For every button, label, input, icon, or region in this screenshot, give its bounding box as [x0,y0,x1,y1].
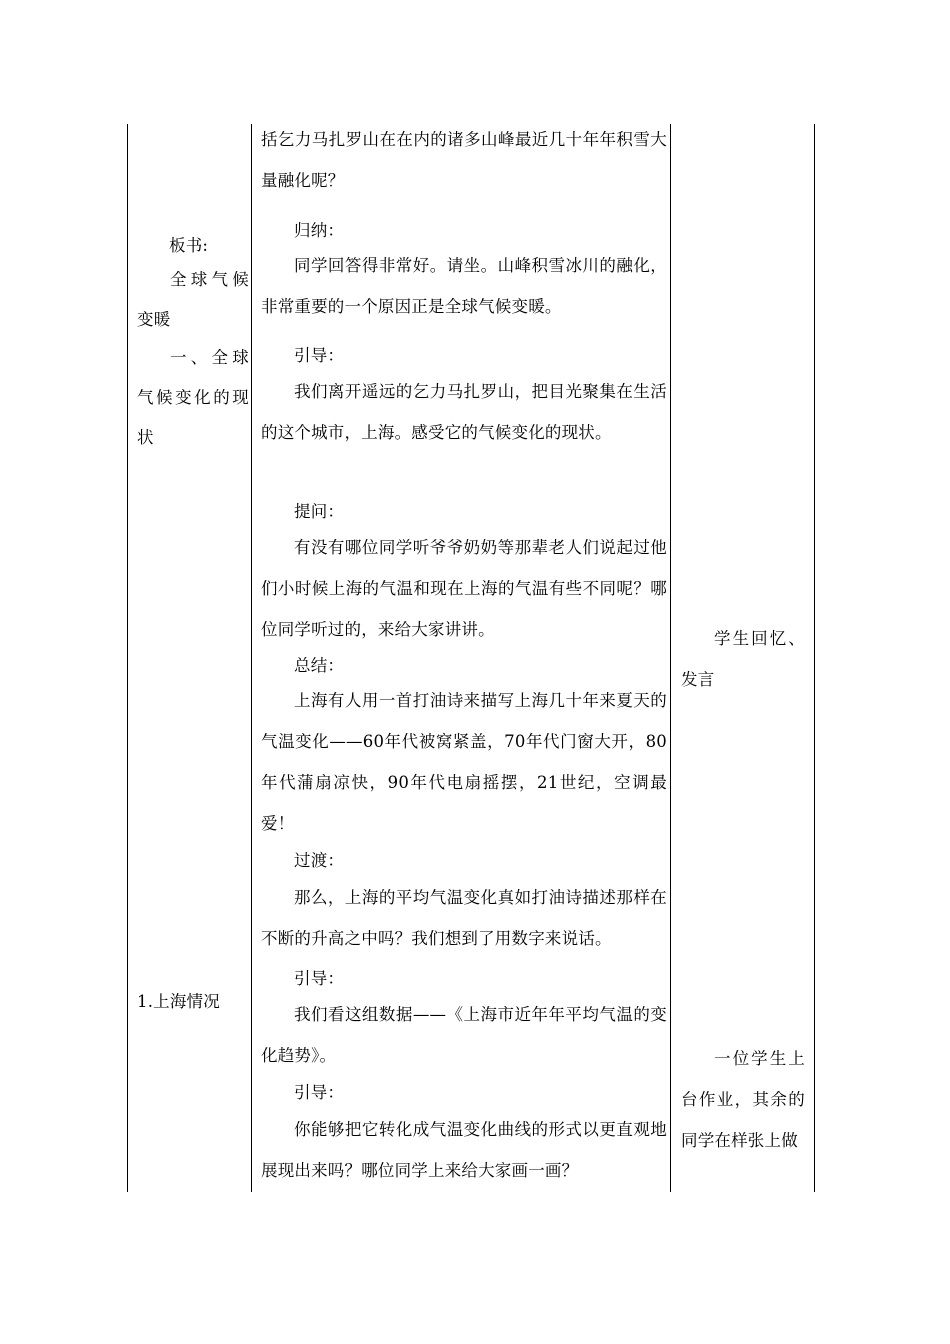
summary1-text: 同学回答得非常好。请坐。山峰积雪冰川的融化，非常重要的一个原因正是全球气候变暖。 [261,256,667,316]
table-divider-1 [251,124,252,1192]
guide2-text: 我们看这组数据——《上海市近年年平均气温的变化趋势》。 [261,1005,667,1065]
section-heading: 一、全球气候变化的现状 [137,348,249,447]
summary1-label: 归纳： [294,221,345,240]
guide2-label: 引导： [294,969,345,988]
transition-label: 过渡： [294,851,345,870]
guide1-text: 我们离开遥远的乞力马扎罗山，把目光聚集在生活的这个城市，上海。感受它的气候变化的现状。 [261,382,667,442]
conclusion-label: 总结： [294,656,345,675]
table-border-right [814,124,815,1192]
question-text: 有没有哪位同学听爷爷奶奶等那辈老人们说起过他们小时候上海的气温和现在上海的气温有些不同呢？哪位同学听过的，来给大家讲讲。 [261,538,667,639]
student-activity-1: 学生回忆、发言 [681,629,805,689]
conclusion-text: 上海有人用一首打油诗来描写上海几十年来夏天的气温变化——60年代被窝紧盖，70年代门窗大开，80年代蒲扇凉快，90年代电扇摇摆，21世纪，空调最爱！ [261,691,667,833]
guide3-text: 你能够把它转化成气温变化曲线的形式以更直观地展现出来吗？哪位同学上来给大家画一画？ [261,1120,667,1180]
board-title: 全球气候变暖 [137,270,249,329]
board-label: 板书: [169,236,209,255]
guide3-label: 引导： [294,1083,345,1102]
subsection-shanghai: 1.上海情况 [137,992,220,1011]
table-divider-2 [670,124,671,1192]
intro-continuation: 括乞力马扎罗山在在内的诸多山峰最近几十年年积雪大量融化呢？ [261,130,667,190]
table-border-left [127,124,128,1192]
student-activity-2: 一位学生上台作业，其余的同学在样张上做 [681,1049,805,1150]
question-label: 提问： [294,502,345,521]
guide1-label: 引导： [294,346,345,365]
transition-text: 那么，上海的平均气温变化真如打油诗描述那样在不断的升高之中吗？我们想到了用数字来说话。 [261,888,667,948]
